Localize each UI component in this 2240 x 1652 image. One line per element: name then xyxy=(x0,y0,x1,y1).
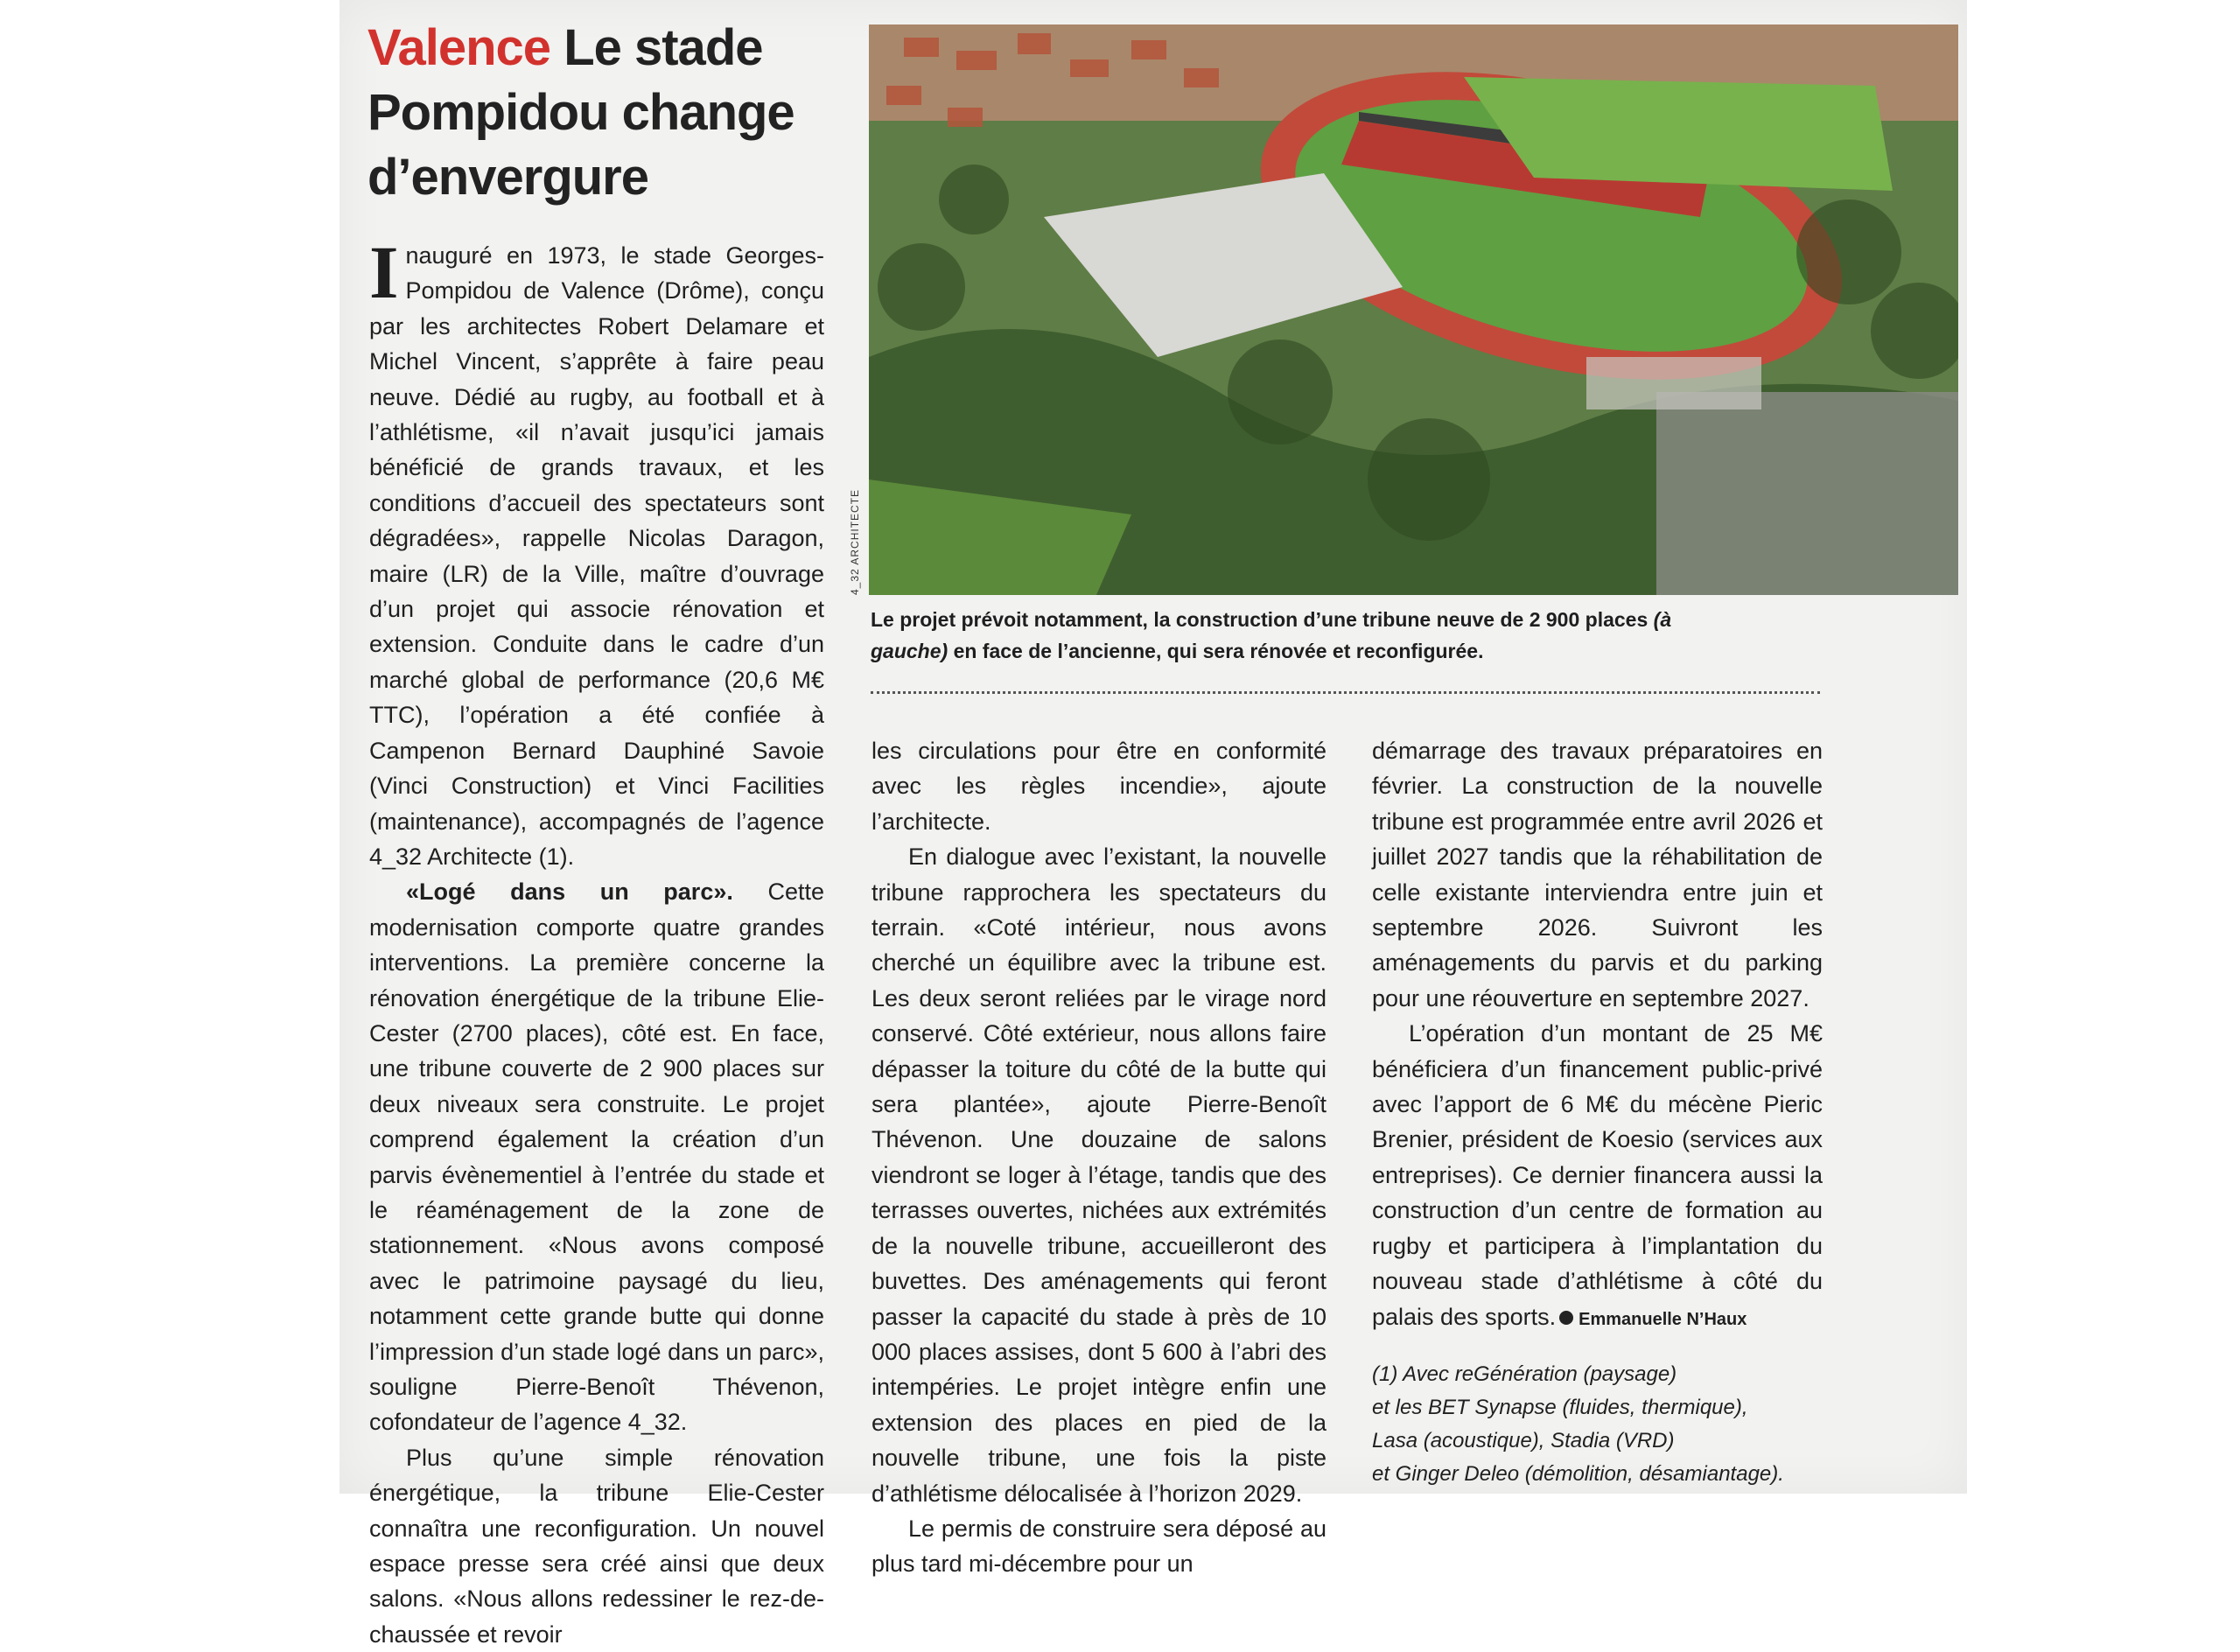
paragraph-8 xyxy=(1372,1016,1823,1337)
footnote-line: (1) Avec reGénération (paysage) xyxy=(1372,1362,1677,1386)
section-subhead: «Logé dans un parc». xyxy=(406,878,733,906)
paragraph-1-text: nauguré en 1973, le stade Georges-Pompidou de Valence (Drôme), conçu par les architectes Robert Delamare et Michel Vincent, s’apprête à faire peau neuve. Dédié au rugby, au football et à l’athlétisme, «il n’avait jusqu’ici jamais bénéficié de grands travaux, et les conditions d’accueil des spectateurs sont dégradées», rappelle Nicolas Daragon, maire (LR) de la Ville, maître d’ouvrage d’un projet qui associe rénovation et extension. Conduite dans le cadre d’un marché global de performance (20,6 M€ TTC), l’opération a été confiée à Campenon Bernard Dauphiné Savoie (Vinci Construction) et Vinci Facilities (maintenance), accompagnés de l’agence 4_32 Architecte (1). xyxy=(369,242,824,870)
footnote-line: et les BET Synapse (fluides, thermique), xyxy=(1372,1395,1748,1419)
footnote-line: et Ginger Deleo (démolition, désamiantage). xyxy=(1372,1461,1784,1486)
byline-bullet xyxy=(1559,1311,1573,1325)
article-column-2 xyxy=(872,733,1326,1582)
article-headline: Le stade Pompidou change d’envergure xyxy=(368,19,794,206)
paragraph-4: les circulations pour être en conformité avec les règles incendie», ajoute l’architecte. xyxy=(872,738,1326,835)
paragraph-3: Plus qu’une simple rénovation énergétique, la tribune Elie-Cester connaîtra une reconfiguration. Un nouvel espace presse sera créé ainsi que deux salons. «Nous allons redessiner le rez-de-chaussée et revoir xyxy=(369,1444,824,1648)
article-kicker: Valence xyxy=(368,19,551,76)
stadium-aerial-photo xyxy=(869,24,1958,595)
author-byline: Emmanuelle N’Haux xyxy=(1578,1309,1747,1329)
paragraph-5: En dialogue avec l’existant, la nouvelle tribune rapprochera les spectateurs du terrain. «Coté intérieur, nous avons cherché un équilibre avec la tribune est. Les deux seront reliées par le virage nord conservé. Côté extérieur, nous allons faire dépasser la toiture du côté de la butte qui sera plantée», ajoute Pierre-Benoît Thévenon. Une douzaine de salons viendront se loger à l’étage, tandis que des terrasses ouvertes, nichées aux extrémités de la nouvelle tribune, accueilleront des buvettes. Des aménagements qui feront passer la capacité du stade à près de 10 000 places assises, dont 5 600 à l’abri des intempéries. Le projet intègre enfin une extension des places en pied de la nouvelle tribune, une fois la piste d’athlétisme délocalisée à l’horizon 2029. xyxy=(872,844,1326,1507)
footnote xyxy=(1372,1358,1823,1491)
caption-divider xyxy=(871,691,1820,694)
photo-caption xyxy=(871,604,1746,667)
photo-credit: 4_32 ARCHITECTE xyxy=(849,488,861,595)
article-column-1 xyxy=(369,230,824,1652)
paragraph-intro xyxy=(369,230,824,874)
footnote-line: Lasa (acoustique), Stadia (VRD) xyxy=(1372,1428,1675,1452)
drop-cap: I xyxy=(369,230,399,314)
caption-text-2: en face de l’ancienne, qui sera rénovée et reconfigurée. xyxy=(953,640,1484,662)
paragraph-8-text: L’opération d’un montant de 25 M€ bénéficiera d’un financement public-privé avec l’apport de 6 M€ du mécène Pieric Brenier, président de Koesio (services aux entreprises). Ce dernier financera aussi la construction d’un centre de formation au rugby et participera à l’implantation du nouveau stade d’athlétisme à côté du palais des sports. xyxy=(1372,1020,1823,1330)
paragraph-2 xyxy=(369,874,824,1440)
paragraph-7: démarrage des travaux préparatoires en février. La construction de la nouvelle tribune est programmée entre avril 2026 et juillet 2027 tandis que la réhabilitation de celle existante interviendra entre juin et septembre 2026. Suivront les aménagements du parvis et du parking pour une réouverture en septembre 2027. xyxy=(1372,738,1823,1012)
caption-italic: (à gauche) xyxy=(871,608,1672,662)
stadium-illustration xyxy=(869,24,1958,595)
article-column-3 xyxy=(1372,733,1823,1491)
paragraph-2-text: Cette modernisation comporte quatre grandes interventions. La première concerne la rénovation énergétique de la tribune Elie-Cester (2700 places), côté est. En face, une tribune couverte de 2 900 places sur deux niveaux sera construite. Le projet comprend également la création d’un parvis évènementiel à l’entrée du stade et le réaménagement de la zone de stationnement. «Nous avons composé avec le patrimoine paysagé du lieu, notamment cette grande butte qui donne l’impression d’un stade logé dans un parc», souligne Pierre-Benoît Thévenon, cofondateur de l’agence 4_32. xyxy=(369,878,824,1436)
article-title xyxy=(368,16,858,210)
paragraph-6: Le permis de construire sera déposé au plus tard mi-décembre pour un xyxy=(872,1515,1326,1578)
caption-text-1: Le projet prévoit notamment, la construction d’une tribune neuve de 2 900 places xyxy=(871,608,1648,631)
